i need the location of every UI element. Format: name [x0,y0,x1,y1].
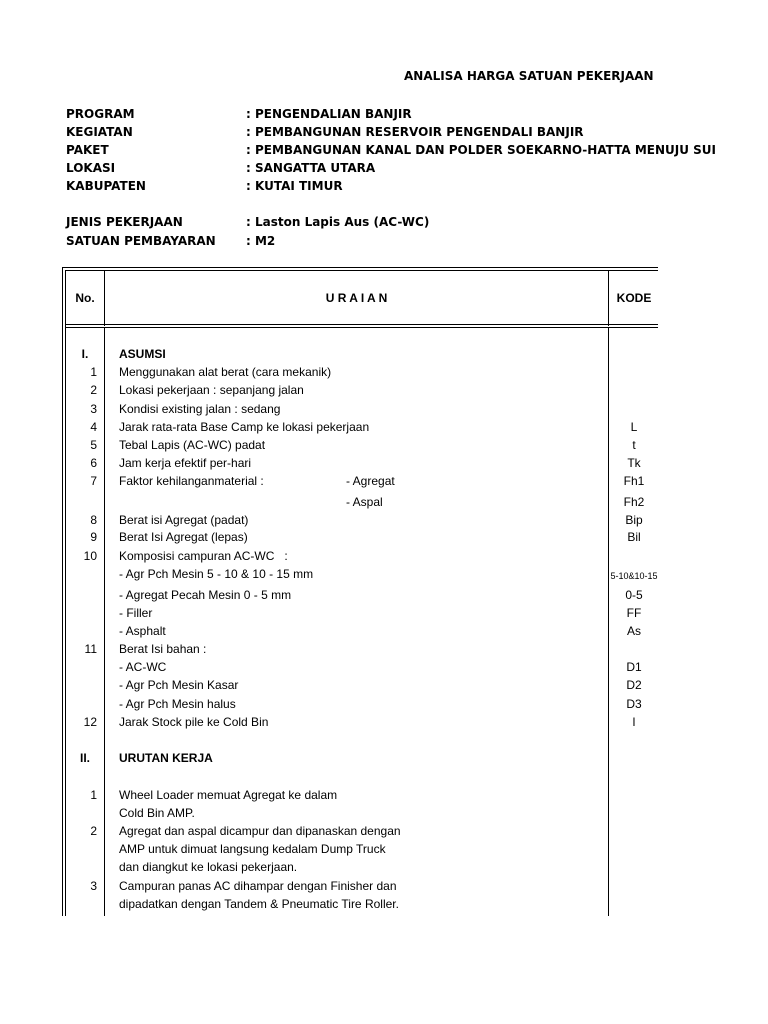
row-code: D3 [626,697,642,711]
row-number: 4 [90,420,97,434]
row-number: 7 [90,474,97,488]
row-code: 5-10&10-15 [610,571,658,581]
row-number: 9 [90,530,97,544]
satuan-pembayaran-value: : M2 [246,234,276,248]
table-divider-kode [608,327,609,916]
paket-value: : PEMBANGUNAN KANAL DAN POLDER SOEKARNO-HATTA MENUJU SUI [246,143,717,157]
satuan-pembayaran-label: SATUAN PEMBAYARAN [66,234,216,248]
step-line: Cold Bin AMP. [119,806,195,820]
row-code: D1 [626,660,642,674]
row-description: Berat Isi Agregat (lepas) [119,530,248,544]
table-border-top-outer [62,267,658,268]
row-description: Lokasi pekerjaan : sepanjang jalan [119,383,304,397]
page-title: ANALISA HARGA SATUAN PEKERJAAN [404,69,654,83]
kegiatan-value: : PEMBANGUNAN RESERVOIR PENGENDALI BANJIR [246,125,584,139]
program-label: PROGRAM [66,107,135,121]
row-code: As [626,624,641,638]
table-divider-no [104,327,105,916]
column-header-kode: KODE [616,291,652,305]
paket-label: PAKET [66,143,109,157]
row-number: 5 [90,438,97,452]
row-description: Jarak Stock pile ke Cold Bin [119,715,269,729]
step-line: dan diangkut ke lokasi pekerjaan. [119,860,298,874]
row-code: Bil [627,530,641,544]
row-code: Fh1 [623,474,645,488]
row-description: Jam kerja efektif per-hari [119,456,252,470]
lokasi-value: : SANGATTA UTARA [246,161,376,175]
row-code: FF [626,606,642,620]
row-code: Tk [627,456,641,470]
row-description: Menggunakan alat berat (cara mekanik) [119,365,332,379]
table-border-top-inner [65,270,658,271]
row-code: t [632,438,636,452]
row-sub-label: - Aspal [346,495,383,509]
jenis-pekerjaan-value: : Laston Lapis Aus (AC-WC) [246,215,430,229]
section-title: URUTAN KERJA [119,751,213,765]
step-line: Agregat dan aspal dicampur dan dipanaskan dengan [119,824,401,838]
row-code: L [630,420,638,434]
row-description: Faktor kehilanganmaterial : [119,474,264,488]
jenis-pekerjaan-label: JENIS PEKERJAAN [66,215,183,229]
row-sub-label: - Agregat [346,474,395,488]
step-number: 2 [90,824,97,838]
row-description: - Filler [119,606,153,620]
row-description: - Agregat Pecah Mesin 0 - 5 mm [119,588,292,602]
step-number: 3 [90,879,97,893]
row-description: Berat Isi bahan : [119,642,207,656]
column-header-no: No. [75,291,95,305]
column-header-uraian: U R A I A N [325,291,388,305]
section-title: ASUMSI [119,347,166,361]
kabupaten-label: KABUPATEN [66,179,146,193]
row-number: 10 [83,549,97,563]
step-line: Campuran panas AC dihampar dengan Finisher dan [119,879,397,893]
step-line: Wheel Loader memuat Agregat ke dalam [119,788,338,802]
row-description: - Agr Pch Mesin Kasar [119,678,239,692]
row-description: Berat isi Agregat (padat) [119,513,249,527]
row-code: Bip [625,513,643,527]
kabupaten-value: : KUTAI TIMUR [246,179,343,193]
row-code: Fh2 [623,495,645,509]
row-code: 0-5 [625,588,643,602]
program-value: : PENGENDALIAN BANJIR [246,107,412,121]
row-number: 8 [90,513,97,527]
step-line: AMP untuk dimuat langsung kedalam Dump Truck [119,842,386,856]
table-header-bottom-2 [65,327,658,328]
row-code: l [632,715,636,729]
row-number: 1 [90,365,97,379]
row-code: D2 [626,678,642,692]
row-description: Komposisi campuran AC-WC : [119,549,288,563]
step-line: dipadatkan dengan Tandem & Pneumatic Tire Roller. [119,897,399,911]
row-description: Kondisi existing jalan : sedang [119,402,281,416]
row-number: 6 [90,456,97,470]
row-number: 12 [83,715,97,729]
row-description: - Agr Pch Mesin 5 - 10 & 10 - 15 mm [119,567,314,581]
row-description: - Agr Pch Mesin halus [119,697,236,711]
section-number: I. [81,347,89,361]
kegiatan-label: KEGIATAN [66,125,133,139]
section-number: II. [79,751,90,765]
lokasi-label: LOKASI [66,161,116,175]
step-number: 1 [90,788,97,802]
row-description: Jarak rata-rata Base Camp ke lokasi pekerjaan [119,420,370,434]
row-description: - AC-WC [119,660,167,674]
row-description: Tebal Lapis (AC-WC) padat [119,438,266,452]
row-description: - Asphalt [119,624,166,638]
row-number: 3 [90,402,97,416]
row-number: 2 [90,383,97,397]
table-header-bottom-1 [65,324,658,325]
row-number: 11 [84,642,97,656]
